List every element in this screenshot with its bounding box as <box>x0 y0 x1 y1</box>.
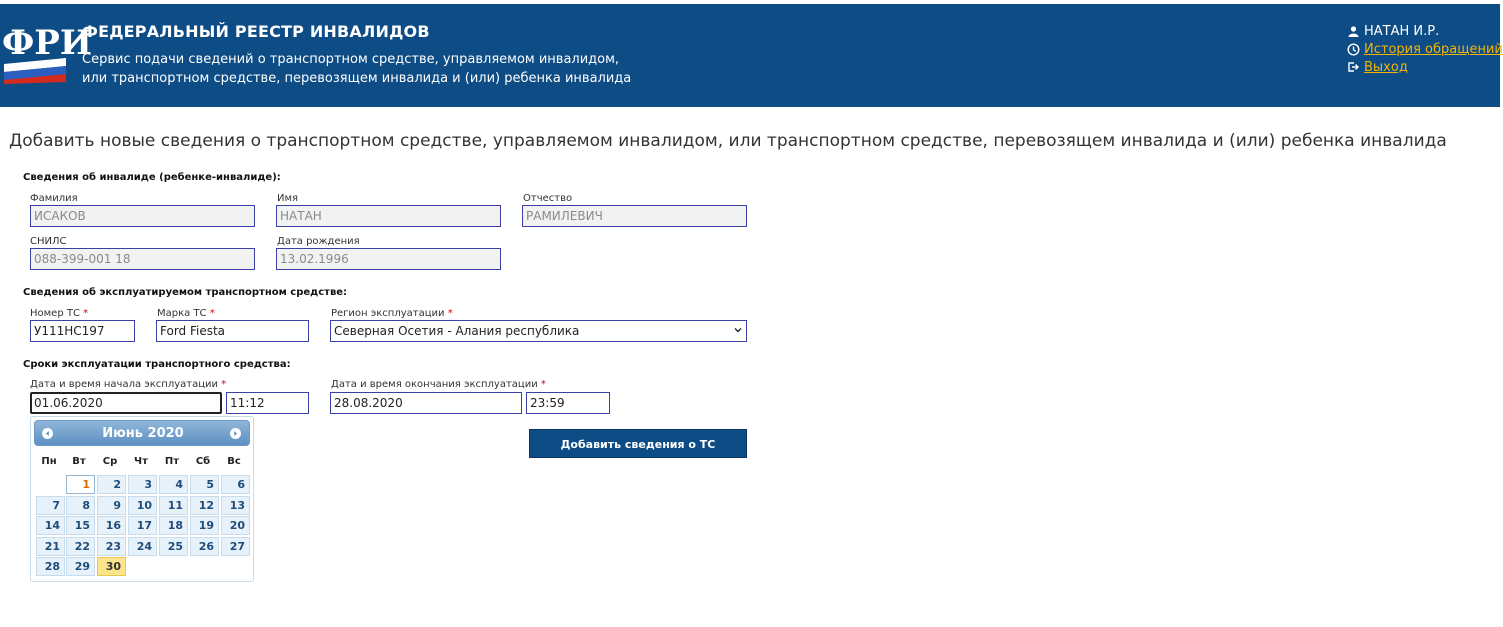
weekday-header: Вт <box>72 456 86 467</box>
end-label <box>331 379 546 390</box>
calendar-day[interactable]: 7 <box>36 496 65 515</box>
calendar-day[interactable]: 18 <box>159 516 188 535</box>
patronymic-label: Отчество <box>523 193 573 204</box>
last-name-label: Фамилия <box>30 193 78 204</box>
history-row[interactable] <box>1346 40 1503 58</box>
next-month-button[interactable] <box>230 428 241 439</box>
calendar-day[interactable]: 27 <box>221 537 250 556</box>
logout-link[interactable]: Выход <box>1364 59 1408 75</box>
snils-field[interactable]: 088-399-001 18 <box>30 248 255 270</box>
page-title: Добавить новые сведения о транспортном средстве, управляемом инвалидом, или транспортном средстве, перевозящем инвалида и (или) ребенка инвалида <box>9 131 1447 151</box>
history-icon <box>1346 42 1360 56</box>
logout-row[interactable] <box>1346 58 1503 76</box>
required-mark: * <box>209 308 215 319</box>
calendar-day[interactable]: 4 <box>159 475 188 494</box>
patronymic-field[interactable]: РАМИЛЕВИЧ <box>522 205 747 227</box>
start-date-input[interactable]: 01.06.2020 <box>30 392 222 414</box>
calendar-day[interactable]: 20 <box>221 516 250 535</box>
datepicker-header <box>34 420 250 446</box>
calendar-day[interactable]: 30 <box>97 557 126 576</box>
svg-text:ФРИ: ФРИ <box>2 23 92 63</box>
required-mark: * <box>83 308 89 319</box>
calendar-day[interactable]: 19 <box>190 516 219 535</box>
start-label-text: Дата и время начала эксплуатации <box>30 379 219 390</box>
start-label <box>30 379 226 390</box>
calendar-day[interactable]: 3 <box>128 475 157 494</box>
user-panel <box>1346 22 1503 76</box>
vehicle-brand-input[interactable]: Ford Fiesta <box>156 320 309 342</box>
calendar-day[interactable]: 16 <box>97 516 126 535</box>
calendar-day[interactable]: 6 <box>221 475 250 494</box>
add-vehicle-button[interactable]: Добавить сведения о ТС <box>529 429 747 458</box>
required-mark: * <box>221 379 227 390</box>
history-link[interactable]: История обращений <box>1364 41 1503 57</box>
datepicker-title: Июнь 2020 <box>102 426 184 441</box>
calendar-day[interactable]: 12 <box>190 496 219 515</box>
region-label <box>331 308 453 319</box>
app-header <box>0 4 1503 107</box>
weekday-header: Чт <box>134 456 148 467</box>
app-subtitle-line2: или транспортном средстве, перевозящем инвалида и (или) ребенка инвалида <box>82 71 632 86</box>
start-time-input[interactable]: 11:12 <box>226 392 309 414</box>
chevron-left-icon <box>44 430 51 437</box>
section-disabled-person: Сведения об инвалиде (ребенке-инвалиде): <box>23 172 281 183</box>
end-label-text: Дата и время окончания эксплуатации <box>331 379 538 390</box>
app-subtitle <box>82 50 702 88</box>
birth-date-label: Дата рождения <box>277 236 360 247</box>
prev-month-button[interactable] <box>42 428 53 439</box>
vehicle-number-label-text: Номер ТС <box>30 308 80 319</box>
calendar-day[interactable]: 9 <box>97 496 126 515</box>
region-select[interactable] <box>330 320 747 342</box>
app-subtitle-line1: Сервис подачи сведений о транспортном средстве, управляемом инвалидом, <box>82 52 620 67</box>
chevron-right-icon <box>232 430 239 437</box>
user-name: НАТАН И.Р. <box>1364 23 1440 39</box>
calendar-day[interactable]: 25 <box>159 537 188 556</box>
fri-logo <box>0 18 92 84</box>
calendar-day[interactable]: 22 <box>66 537 95 556</box>
user-icon <box>1346 24 1360 38</box>
section-vehicle: Сведения об эксплуатируемом транспортном средстве: <box>23 287 348 298</box>
weekday-header: Вс <box>227 456 241 467</box>
weekday-header: Пн <box>41 456 57 467</box>
calendar-day[interactable]: 28 <box>36 557 65 576</box>
chevron-down-icon <box>734 326 742 334</box>
end-date-input[interactable]: 28.08.2020 <box>330 392 522 414</box>
calendar-day[interactable]: 11 <box>159 496 188 515</box>
calendar-day[interactable]: 10 <box>128 496 157 515</box>
weekday-header: Пт <box>164 456 180 467</box>
calendar-day[interactable]: 15 <box>66 516 95 535</box>
user-name-row <box>1346 22 1503 40</box>
required-mark: * <box>447 308 453 319</box>
vehicle-number-label <box>30 308 88 319</box>
weekday-header: Ср <box>102 456 118 467</box>
region-label-text: Регион эксплуатации <box>331 308 445 319</box>
app-title: ФЕДЕРАЛЬНЫЙ РЕЕСТР ИНВАЛИДОВ <box>82 22 430 41</box>
calendar-day[interactable]: 2 <box>97 475 126 494</box>
calendar-day[interactable]: 26 <box>190 537 219 556</box>
calendar-day[interactable]: 1 <box>66 475 95 494</box>
vehicle-number-input[interactable]: У111НС197 <box>30 320 135 342</box>
snils-label: СНИЛС <box>30 236 67 247</box>
weekday-header: Сб <box>195 456 211 467</box>
vehicle-brand-label-text: Марка ТС <box>157 308 207 319</box>
region-select-value: Северная Осетия - Алания республика <box>334 324 580 338</box>
logout-icon <box>1346 60 1360 74</box>
datepicker <box>30 416 254 582</box>
calendar-day[interactable]: 21 <box>36 537 65 556</box>
vehicle-brand-label <box>157 308 215 319</box>
calendar-day[interactable]: 5 <box>190 475 219 494</box>
calendar-day[interactable]: 13 <box>221 496 250 515</box>
calendar-day[interactable]: 23 <box>97 537 126 556</box>
end-time-input[interactable]: 23:59 <box>526 392 610 414</box>
calendar-day[interactable]: 24 <box>128 537 157 556</box>
first-name-label: Имя <box>277 193 299 204</box>
calendar-day[interactable]: 29 <box>66 557 95 576</box>
birth-date-field[interactable]: 13.02.1996 <box>276 248 501 270</box>
calendar-day[interactable]: 14 <box>36 516 65 535</box>
calendar-day[interactable]: 17 <box>128 516 157 535</box>
last-name-field[interactable]: ИСАКОВ <box>30 205 255 227</box>
calendar-day[interactable]: 8 <box>66 496 95 515</box>
required-mark: * <box>540 379 546 390</box>
section-period: Сроки эксплуатации транспортного средства: <box>23 359 291 370</box>
first-name-field[interactable]: НАТАН <box>276 205 501 227</box>
